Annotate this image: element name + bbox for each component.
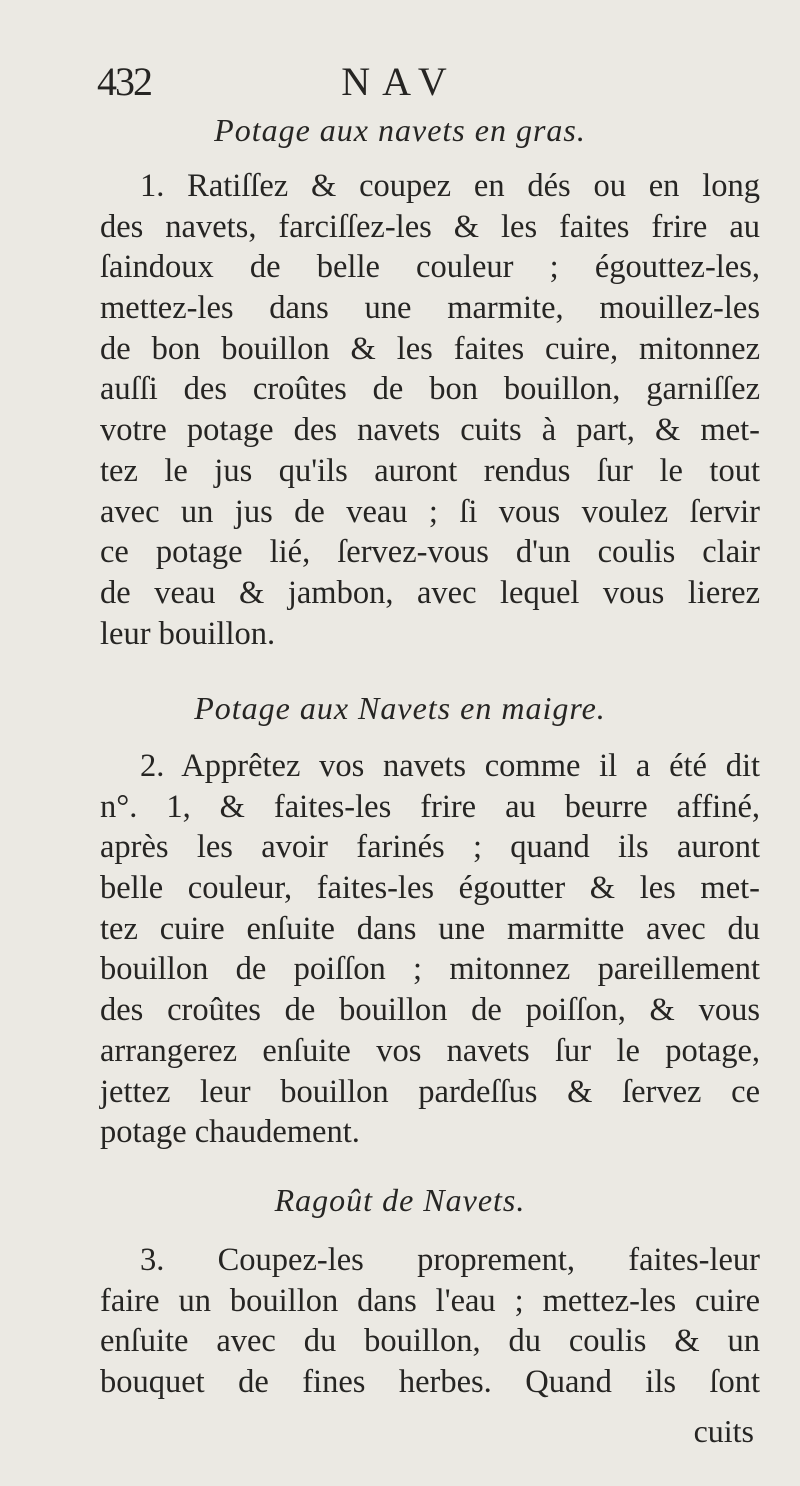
text-line: mettez-les dans une marmite, mouillez-les — [100, 290, 760, 327]
text-line: tez le jus qu'ils auront rendus ſur le tout — [100, 452, 760, 489]
text-line: ce potage lié, ſervez-vous d'un coulis clair — [100, 534, 760, 571]
page-number: 432 — [97, 59, 151, 104]
text-line: potage chaudement. — [100, 1114, 360, 1151]
text-line: n°. 1, & faites-les frire au beurre affiné, — [100, 788, 760, 825]
text-line: de veau & jambon, avec lequel vous lierez — [100, 574, 760, 611]
paragraph-1 — [100, 166, 760, 654]
text-line: belle couleur, faites-les égoutter & les met- — [100, 870, 760, 907]
text-line: auſſi des croûtes de bon bouillon, garniſſez — [100, 371, 760, 408]
running-head: NAV — [341, 59, 459, 104]
text-line: bouquet de fines herbes. Quand ils ſont — [100, 1364, 760, 1401]
text-line: enſuite avec du bouillon, du coulis & un — [100, 1323, 760, 1360]
text-line: bouillon de poiſſon ; mitonnez pareillement — [100, 951, 760, 988]
text-line: leur bouillon. — [100, 615, 276, 652]
text-line: des navets, farciſſez-les & les faites frire au — [100, 208, 760, 245]
section-title-3: Ragoût de Navets. — [274, 1182, 526, 1218]
text-line: des croûtes de bouillon de poiſſon, & vous — [100, 992, 760, 1029]
text-line: ſaindoux de belle couleur ; égouttez-les, — [100, 249, 760, 286]
section-title-1: Potage aux navets en gras. — [214, 112, 586, 148]
section-title-2: Potage aux Navets en maigre. — [194, 690, 606, 726]
page-header — [0, 50, 800, 110]
text-line: tez cuire enſuite dans une marmitte avec du — [100, 910, 760, 947]
text-line: avec un jus de veau ; ſi vous voulez ſervir — [100, 493, 760, 530]
text-line: 3. Coupez-les proprement, faites-leur — [140, 1242, 760, 1278]
text-line: après les avoir farinés ; quand ils auront — [100, 829, 760, 866]
text-line: arrangerez enſuite vos navets ſur le potage, — [100, 1032, 760, 1069]
catchword: cuits — [693, 1413, 754, 1449]
text-line: de bon bouillon & les faites cuire, mitonnez — [100, 330, 760, 367]
text-line: votre potage des navets cuits à part, & met- — [100, 412, 760, 449]
text-line: 2. Apprêtez vos navets comme il a été dit — [140, 748, 760, 784]
text-line: faire un bouillon dans l'eau ; mettez-les cuire — [100, 1282, 760, 1319]
text-line: 1. Ratiſſez & coupez en dés ou en long — [140, 168, 760, 204]
text-line: jettez leur bouillon pardeſſus & ſervez ce — [100, 1073, 760, 1110]
paragraph-3 — [100, 1240, 760, 1403]
paragraph-2 — [100, 746, 760, 1153]
